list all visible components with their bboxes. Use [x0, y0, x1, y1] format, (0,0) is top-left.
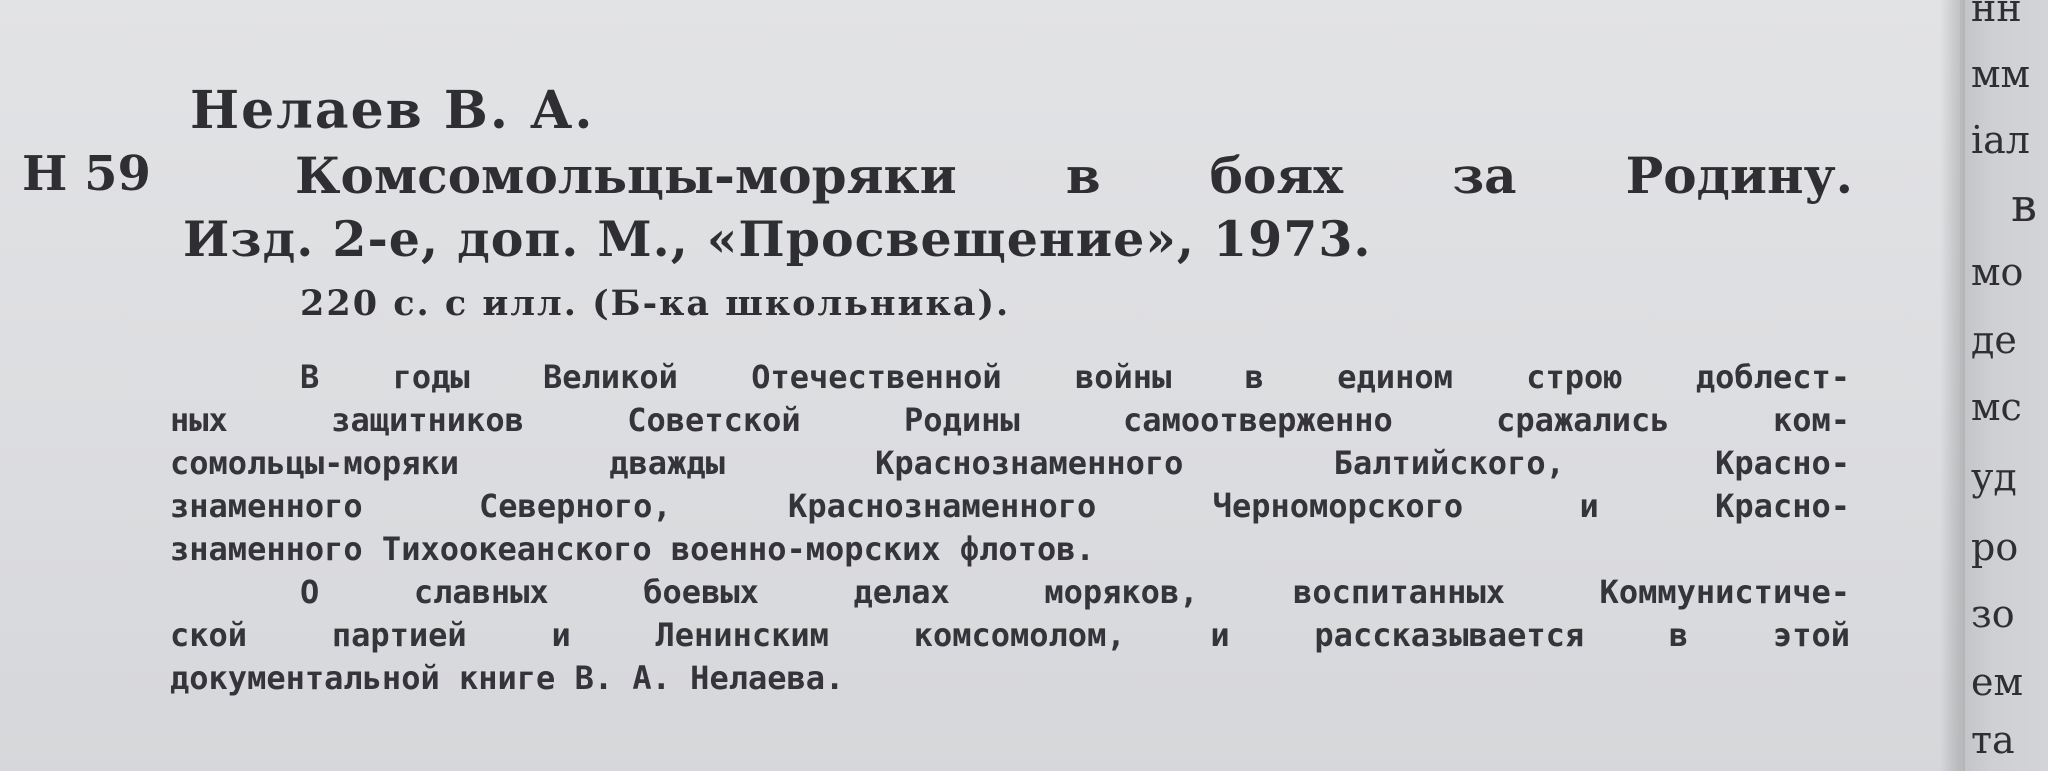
title-word: Комсомольцы-моряки	[295, 146, 957, 205]
title-word: боях	[1209, 146, 1344, 205]
adjacent-page-fragment: та	[1971, 718, 2015, 762]
author-name: Нелаев В. А.	[190, 80, 595, 141]
annotation-line: ской партией и Ленинским комсомолом, и рассказывается в этой	[170, 616, 1850, 654]
adjacent-page-fragment: мм	[1971, 52, 2031, 96]
adjacent-page-fragment: в	[2011, 178, 2037, 232]
adjacent-page-fragment: де	[1971, 318, 2017, 362]
adjacent-page-fragment: мо	[1971, 250, 2024, 294]
adjacent-page-fragment: ро	[1971, 525, 2019, 569]
annotation-line: знаменного Тихоокеанского военно-морских флотов.	[170, 530, 1095, 568]
annotation-line: ных защитников Советской Родины самоотверженно сражались ком-	[170, 401, 1850, 439]
annotation-line: О славных боевых делах моряков, воспитанных Коммунистиче-	[300, 573, 1850, 611]
title-word: Родину.	[1625, 146, 1853, 205]
imprint-line: Изд. 2-е, доп. М., «Просвещение», 1973.	[183, 210, 1372, 268]
adjacent-page-fragment: нн	[1971, 0, 2022, 30]
adjacent-page-fragment: уд	[1971, 455, 2017, 499]
shelf-code: Н 59	[22, 146, 151, 202]
adjacent-page-fragment: мс	[1971, 385, 2022, 429]
annotation-line: сомольцы-моряки дважды Краснознаменного Балтийского, Красно-	[170, 444, 1850, 482]
annotation-line: документальной книге В. А. Нелаева.	[170, 659, 845, 697]
adjacent-page-fragment: іал	[1971, 118, 2030, 162]
annotation-line: В годы Великой Отечественной войны в едином строю доблест-	[300, 358, 1850, 396]
title-word: за	[1452, 146, 1517, 205]
book-title	[295, 146, 1853, 205]
title-word: в	[1065, 146, 1101, 205]
pages-line: 220 с. с илл. (Б-ка школьника).	[300, 283, 1011, 324]
annotation-line: знаменного Северного, Краснознаменного Черноморского и Красно-	[170, 487, 1850, 525]
adjacent-page-edge	[1965, 0, 2048, 771]
adjacent-page-fragment: зо	[1971, 592, 2015, 636]
adjacent-page-fragment: ем	[1971, 660, 2024, 704]
